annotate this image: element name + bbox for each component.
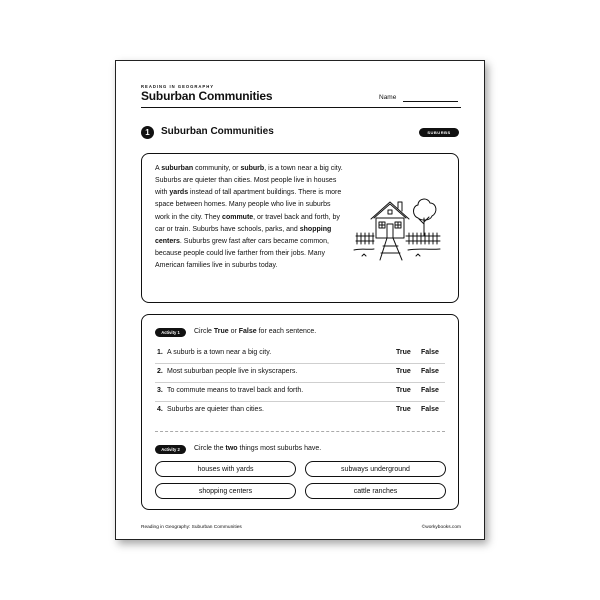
true-option[interactable]: True (396, 387, 411, 394)
question-row (155, 382, 445, 402)
topic-badge: SUBURBS (419, 128, 459, 137)
activity-1-instruction: Circle True or False for each sentence. (194, 328, 317, 335)
question-text: Most suburban people live in skyscrapers. (167, 368, 298, 375)
question-number: 3. (157, 387, 163, 394)
worksheet-content (141, 61, 461, 539)
choice-option[interactable]: subways underground (305, 461, 446, 477)
choice-option[interactable]: houses with yards (155, 461, 296, 477)
page-title: Suburban Communities (141, 89, 273, 103)
question-number: 4. (157, 406, 163, 413)
question-text: A suburb is a town near a big city. (167, 349, 272, 356)
activity-2-instruction: Circle the two things most suburbs have. (194, 445, 322, 452)
suburban-house-icon (352, 188, 444, 268)
key-term: suburb (240, 165, 265, 172)
section-number: 1 (141, 126, 154, 139)
choice-option[interactable]: cattle ranches (305, 483, 446, 499)
name-field[interactable] (403, 101, 458, 102)
key-term: yards (169, 189, 189, 197)
question-row (155, 344, 445, 364)
worksheet-page (115, 60, 485, 540)
question-row (155, 401, 445, 420)
question-number: 1. (157, 349, 163, 356)
false-option[interactable]: False (421, 349, 439, 356)
activity-box (141, 314, 459, 510)
key-term: commute (222, 213, 254, 221)
key-term: shopping centers (155, 225, 332, 245)
reading-passage-box (141, 153, 459, 303)
question-number: 2. (157, 368, 163, 375)
false-option[interactable]: False (421, 387, 439, 394)
true-option[interactable]: True (396, 406, 411, 413)
question-text: Suburbs are quieter than cities. (167, 406, 264, 413)
passage-text: . Suburbs grew fast after cars became common, because people could live farther from their jobs. Many American families live in suburbs today. (155, 237, 329, 270)
question-row (155, 363, 445, 383)
footer-copyright: ©workybooks.com (421, 525, 461, 530)
header-divider (141, 107, 461, 108)
activity-1-label: Activity 1 (155, 328, 186, 337)
false-option[interactable]: False (421, 368, 439, 375)
key-term: suburban (161, 165, 194, 172)
name-label: Name (379, 94, 397, 101)
choice-option[interactable]: shopping centers (155, 483, 296, 499)
series-label: READING IN GEOGRAPHY (141, 84, 215, 89)
passage-text: , is a town near a big city. Suburbs are quieter than cities. Most people live in houses with (155, 165, 343, 197)
true-option[interactable]: True (396, 368, 411, 375)
passage-text: A (155, 165, 162, 172)
activity-divider (155, 431, 445, 432)
passage-text: community, or (193, 165, 241, 172)
passage-text: , or travel back and forth, by car or train. Suburbs have schools, parks, and (155, 213, 340, 233)
reading-passage (155, 163, 345, 272)
question-text: To commute means to travel back and forth. (167, 387, 304, 394)
section-title: Suburban Communities (161, 126, 274, 137)
passage-text: instead of tall apartment buildings. There is more space between homes. Many people who live in suburbs work in the city. They (155, 189, 342, 221)
footer-title: Reading in Geography: Suburban Communities (141, 525, 242, 530)
true-option[interactable]: True (396, 349, 411, 356)
activity-2-label: Activity 2 (155, 445, 186, 454)
false-option[interactable]: False (421, 406, 439, 413)
